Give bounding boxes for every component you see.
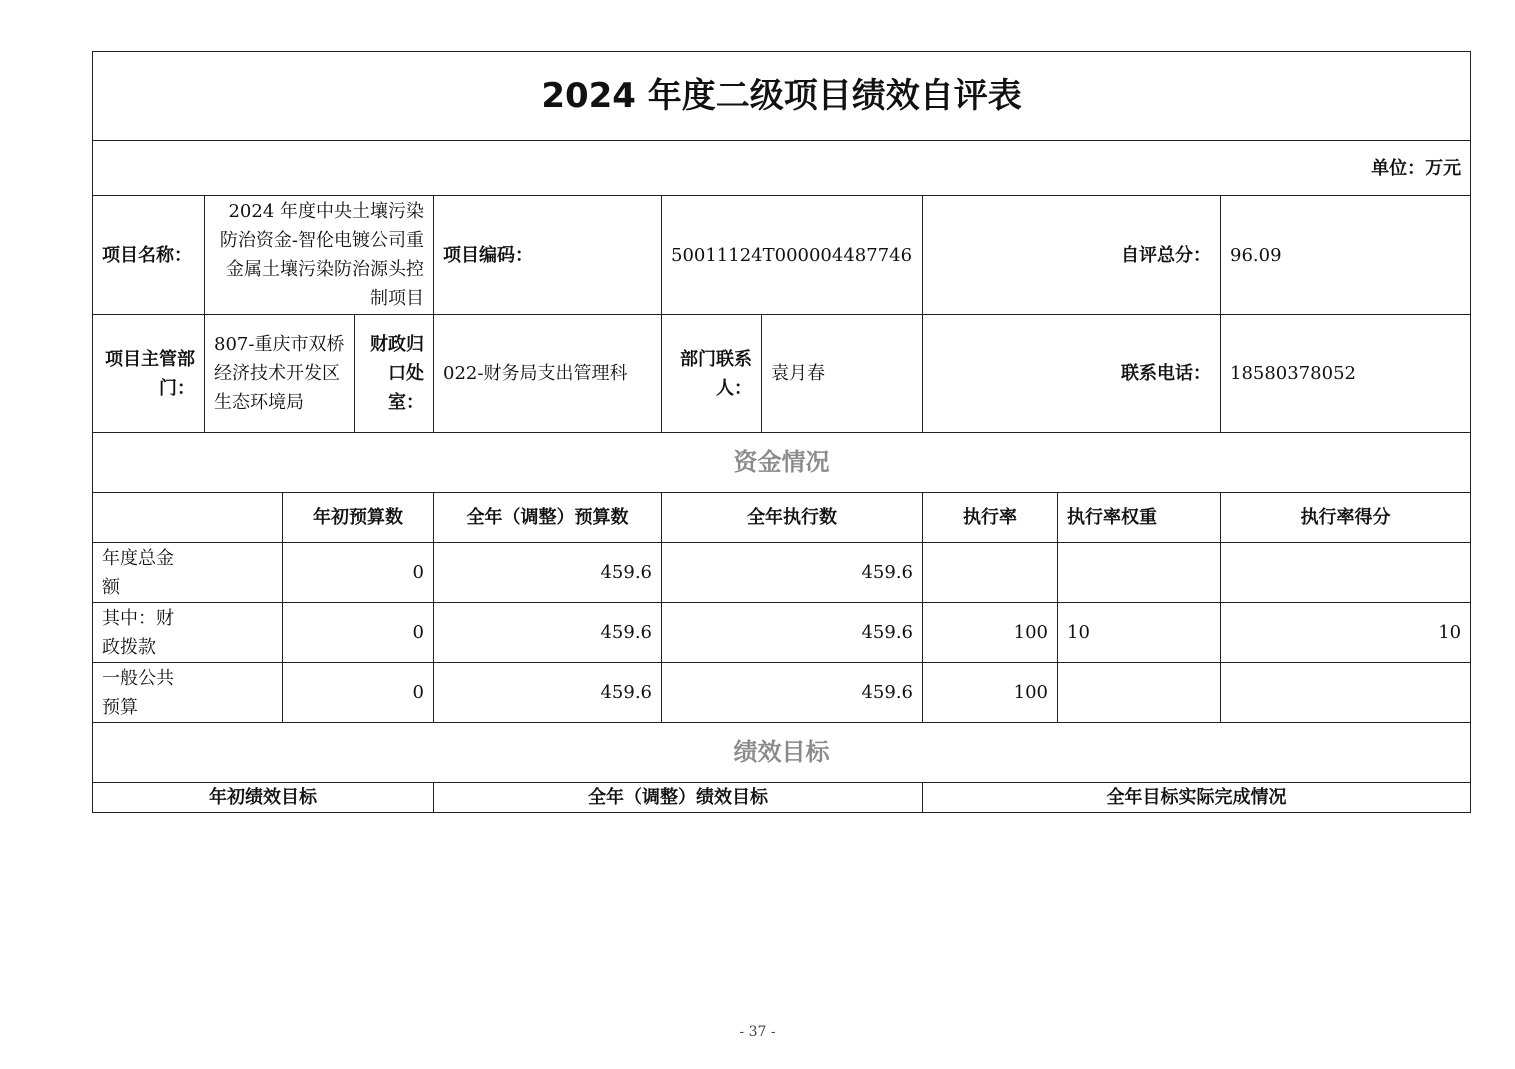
funds-cell-initial: 0: [283, 663, 434, 723]
funds-header-rate-weight: 执行率权重: [1058, 493, 1221, 543]
goals-header-actual: 全年目标实际完成情况: [923, 783, 1471, 813]
funds-header-initial-budget: 年初预算数: [283, 493, 434, 543]
funds-row: [93, 543, 1471, 603]
project-code-label: 项目编码：: [434, 196, 662, 315]
funds-header-empty: [93, 493, 283, 543]
funds-row: [93, 603, 1471, 663]
funds-cell-adjusted: 459.6: [434, 543, 662, 603]
phone-label: 联系电话：: [923, 315, 1221, 433]
goals-section-title: 绩效目标: [93, 723, 1471, 783]
funds-cell-weight: [1058, 543, 1221, 603]
dept-value: 807-重庆市双桥经济技术开发区生态环境局: [205, 315, 355, 433]
finance-office-value: 022-财务局支出管理科: [434, 315, 662, 433]
funds-cell-rate: 100: [923, 603, 1058, 663]
goals-header-adjusted: 全年（调整）绩效目标: [434, 783, 923, 813]
funds-cell-adjusted: 459.6: [434, 603, 662, 663]
score-value: 96.09: [1221, 196, 1471, 315]
score-label: 自评总分：: [923, 196, 1221, 315]
finance-office-label: 财政归口处室：: [355, 315, 434, 433]
project-code-value: 50011124T000004487746: [662, 196, 923, 315]
funds-cell-score: [1221, 543, 1471, 603]
project-name-label: 项目名称：: [93, 196, 205, 315]
dept-label: 项目主管部门：: [93, 315, 205, 433]
funds-header-executed: 全年执行数: [662, 493, 923, 543]
funds-row-label: 其中：财政拨款: [93, 603, 283, 663]
unit-label: 单位：万元: [93, 141, 1471, 196]
funds-cell-adjusted: 459.6: [434, 663, 662, 723]
funds-cell-weight: [1058, 663, 1221, 723]
goals-header-initial: 年初绩效目标: [93, 783, 434, 813]
contact-label: 部门联系人：: [662, 315, 762, 433]
funds-cell-score: 10: [1221, 603, 1471, 663]
funds-cell-executed: 459.6: [662, 603, 923, 663]
form-title: 2024 年度二级项目绩效自评表: [93, 52, 1471, 141]
funds-section-title: 资金情况: [93, 433, 1471, 493]
funds-cell-weight: 10: [1058, 603, 1221, 663]
evaluation-form: [92, 51, 1470, 813]
funds-header-rate-score: 执行率得分: [1221, 493, 1471, 543]
page-number: - 37 -: [739, 1024, 776, 1040]
funds-header-adjusted-budget: 全年（调整）预算数: [434, 493, 662, 543]
funds-cell-executed: 459.6: [662, 543, 923, 603]
funds-cell-initial: 0: [283, 543, 434, 603]
funds-cell-initial: 0: [283, 603, 434, 663]
funds-cell-rate: [923, 543, 1058, 603]
funds-row-label: 年度总金额: [93, 543, 283, 603]
funds-cell-rate: 100: [923, 663, 1058, 723]
phone-value: 18580378052: [1221, 315, 1471, 433]
evaluation-table: [92, 51, 1471, 813]
project-name-value: 2024 年度中央土壤污染防治资金-智伦电镀公司重金属土壤污染防治源头控制项目: [205, 196, 434, 315]
funds-row-label: 一般公共预算: [93, 663, 283, 723]
funds-row: [93, 663, 1471, 723]
funds-cell-score: [1221, 663, 1471, 723]
funds-header-exec-rate: 执行率: [923, 493, 1058, 543]
contact-value: 袁月春: [762, 315, 923, 433]
funds-cell-executed: 459.6: [662, 663, 923, 723]
